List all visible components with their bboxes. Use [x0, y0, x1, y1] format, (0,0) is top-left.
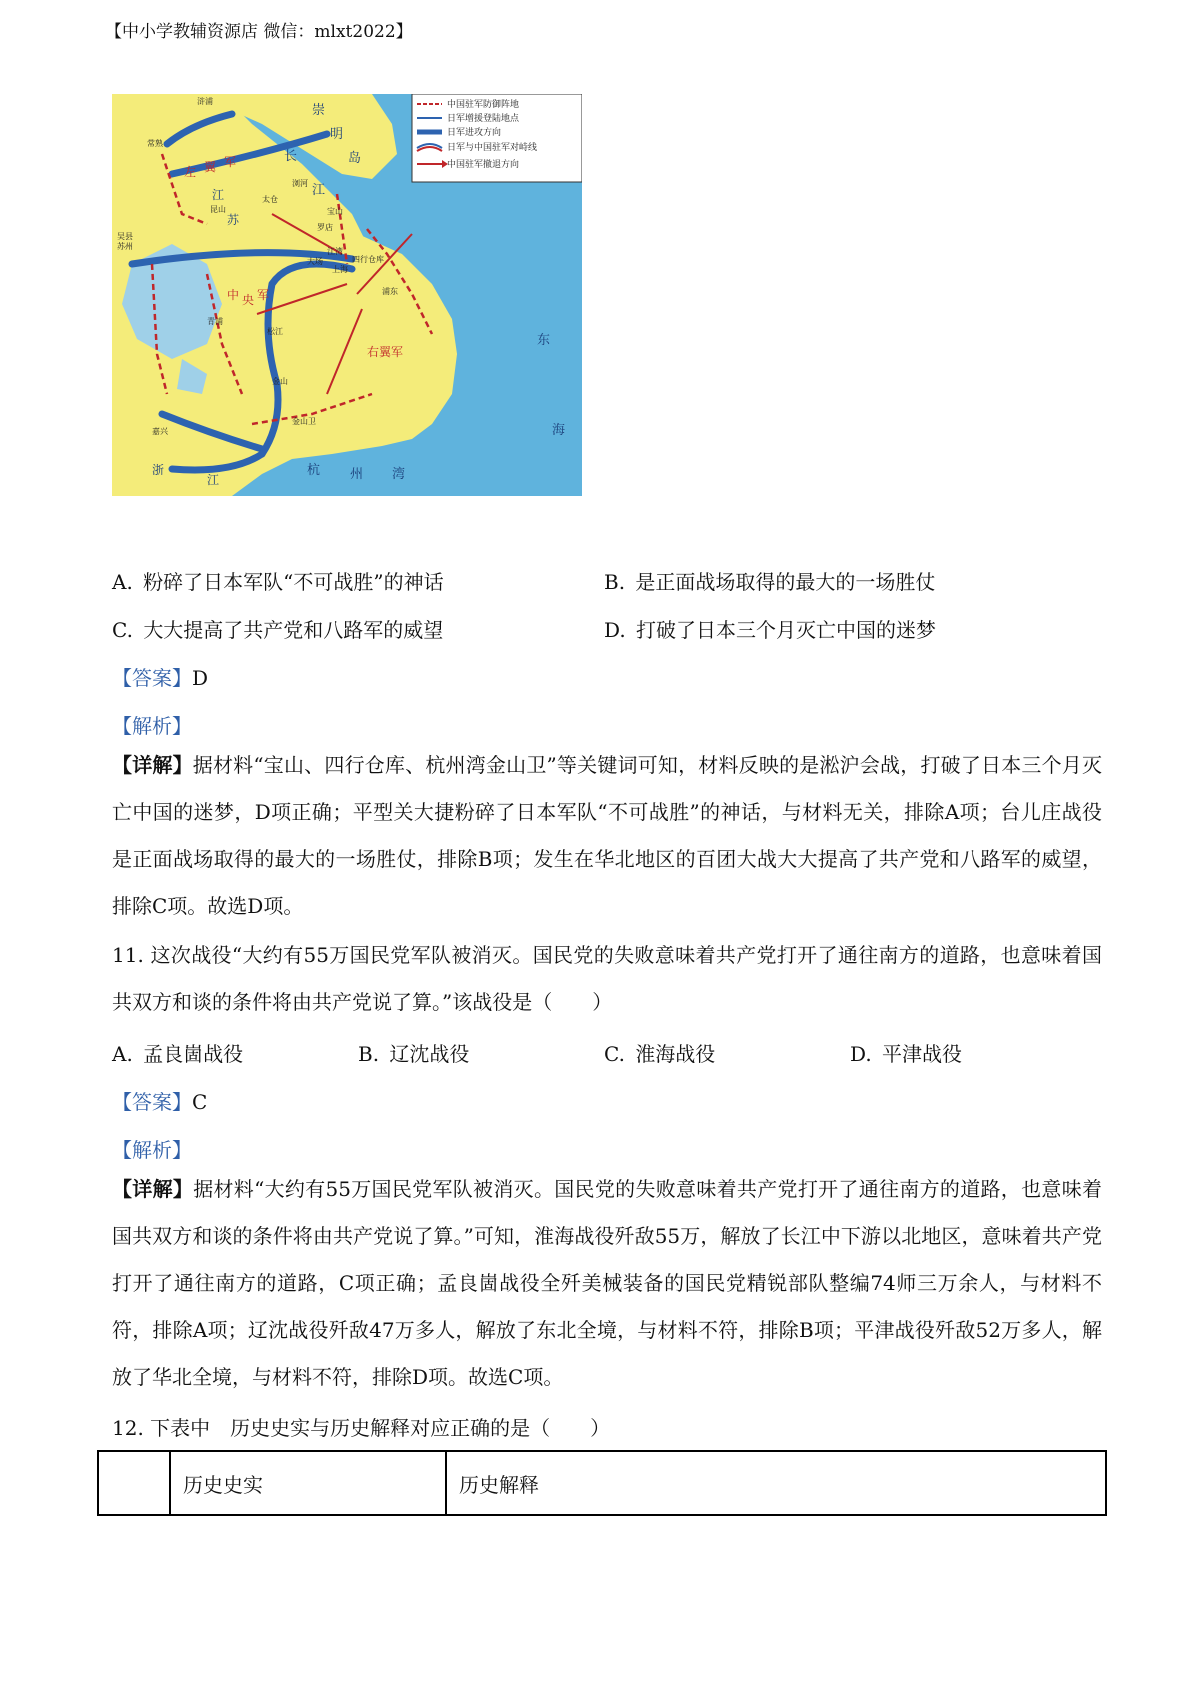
option-label: A. — [112, 570, 133, 594]
label-zhou: 州 — [350, 467, 364, 482]
battle-map — [112, 94, 582, 496]
table-header-row — [98, 1451, 1106, 1515]
option-label: A. — [112, 1042, 133, 1066]
label-jiangsu-jiang: 江 — [212, 188, 225, 202]
label-zhe-jiang: 江 — [207, 473, 220, 487]
label-chong: 崇 — [312, 103, 326, 118]
q11-stem: 11. 这次战役“大约有55万国民党军队被消灭。国民党的失败意味着共产党打开了通往南方的道路，也意味着国共双方和谈的条件将由共产党说了算。”该战役是（ ） — [112, 943, 1102, 1014]
option-text: 淮海战役 — [635, 1042, 716, 1066]
place-label: 昆山 — [210, 205, 226, 214]
place-label: 浏河 — [292, 179, 308, 188]
label-wan: 湾 — [392, 467, 406, 482]
q11-answer — [112, 1089, 207, 1115]
label-yi: 翼 — [204, 160, 217, 174]
legend-2: 日军增援登陆地点 — [447, 114, 520, 124]
label-ming: 明 — [330, 127, 344, 142]
place-label: 浒浦 — [197, 97, 213, 106]
place-label: 太仓 — [262, 195, 278, 204]
q11-option-a[interactable] — [112, 1041, 243, 1067]
legend-5: 中国驻军撤退方向 — [447, 160, 520, 170]
q11-option-d[interactable] — [850, 1041, 962, 1067]
detail-text: 据材料“宝山、四行仓库、杭州湾金山卫”等关键词可知，材料反映的是淞沪会战，打破了日本三个月灭亡中国的迷梦，D项正确；平型关大捷粉碎了日本军队“不可战胜”的神话，与材料无关，排除A项；台儿庄战役是正面战场取得的最大的一场胜仗，排除B项；发生在华北地区的百团大战大大提高了共产党和八路军的威望，排除C项。故选D项。 — [112, 753, 1102, 918]
label-jiang: 江 — [312, 183, 326, 198]
label-jun2: 军 — [257, 288, 270, 302]
table-header-cell: 历史史实 — [170, 1451, 446, 1515]
label-yang: 央 — [242, 293, 255, 307]
label-dong: 东 — [537, 333, 551, 348]
answer-value: D — [192, 666, 209, 690]
q10-answer — [112, 665, 208, 691]
place-label: 吴县 — [117, 232, 133, 241]
q10-option-c[interactable] — [112, 617, 443, 643]
label-hai: 海 — [552, 423, 566, 438]
page-header: 【中小学教辅资源店 微信：mlxt2022】 — [105, 22, 413, 42]
legend-1: 中国驻军防御阵地 — [447, 100, 520, 110]
table-header-cell: 历史解释 — [446, 1451, 1106, 1515]
label-zuo: 左 — [184, 165, 197, 179]
place-label: 大场 — [307, 257, 323, 266]
q10-detail — [112, 742, 1102, 930]
label-dao: 岛 — [348, 151, 362, 166]
place-label: 金山卫 — [292, 417, 316, 426]
q10-option-a[interactable] — [112, 569, 444, 595]
place-label: 江湾 — [327, 247, 343, 256]
answer-value: C — [192, 1090, 208, 1114]
q10-option-d[interactable] — [604, 617, 936, 643]
option-label: D. — [604, 618, 626, 642]
option-label: B. — [358, 1042, 380, 1066]
place-label: 松江 — [267, 327, 283, 336]
option-text: 打破了日本三个月灭亡中国的迷梦 — [636, 618, 937, 642]
option-label: D. — [850, 1042, 872, 1066]
label-hang: 杭 — [307, 463, 321, 478]
place-label: 嘉兴 — [152, 427, 168, 436]
q12-table — [97, 1450, 1107, 1516]
answer-tag: 【答案】 — [112, 1090, 192, 1114]
place-label: 常熟 — [147, 139, 163, 148]
option-text: 辽沈战役 — [389, 1042, 470, 1066]
answer-tag: 【答案】 — [112, 666, 192, 690]
option-label: C. — [604, 1042, 625, 1066]
detail-text: 据材料“大约有55万国民党军队被消灭。国民党的失败意味着共产党打开了通往南方的道路，也意味着国共双方和谈的条件将由共产党说了算。”可知，淮海战役歼敌55万，解放了长江中下游以北地区，意味着共产党打开了通往南方的道路，C项正确；孟良崮战役全歼美械装备的国民党精锐部队整编74师三万余人，与材料不符，排除A项；辽沈战役歼敌47万多人，解放了东北全境，与材料不符，排除B项；平津战役歼敌52万多人，解放了华北全境，与材料不符，排除D项。故选C项。 — [112, 1177, 1102, 1389]
place-label: 浦东 — [382, 287, 398, 296]
option-text: 是正面战场取得的最大的一场胜仗 — [635, 570, 936, 594]
q10-analysis-tag: 【解析】 — [112, 714, 192, 738]
table-header-cell — [98, 1451, 170, 1515]
place-label: 青浦 — [207, 317, 223, 326]
q11-detail — [112, 1166, 1102, 1401]
label-zhe: 浙 — [152, 463, 165, 477]
q12-stem: 12. 下表中 历史史实与历史解释对应正确的是（ ） — [112, 1416, 611, 1440]
label-jun: 军 — [224, 155, 237, 169]
place-label: 上海 — [332, 265, 348, 274]
legend-4: 日军与中国驻军对峙线 — [447, 143, 538, 153]
option-text: 孟良崮战役 — [143, 1042, 244, 1066]
label-jiangsu-su: 苏 — [227, 213, 240, 227]
option-label: B. — [604, 570, 626, 594]
legend-3: 日军进攻方向 — [447, 128, 502, 138]
place-label: 金山 — [272, 377, 288, 386]
option-text: 平津战役 — [882, 1042, 963, 1066]
place-label: 罗店 — [317, 223, 333, 232]
q11-option-c[interactable] — [604, 1041, 715, 1067]
q10-option-b[interactable] — [604, 569, 935, 595]
option-label: C. — [112, 618, 133, 642]
place-label: 宝山 — [327, 207, 343, 216]
place-label: 四行仓库 — [352, 255, 384, 264]
label-chang: 长 — [284, 149, 298, 164]
label-right-wing: 右翼军 — [367, 345, 404, 359]
q11-option-b[interactable] — [358, 1041, 469, 1067]
place-label: 苏州 — [117, 242, 133, 251]
detail-tag: 【详解】 — [112, 1177, 194, 1201]
label-zhong: 中 — [227, 288, 240, 302]
option-text: 大大提高了共产党和八路军的威望 — [143, 618, 444, 642]
option-text: 粉碎了日本军队“不可战胜”的神话 — [143, 570, 444, 594]
q11-analysis-tag: 【解析】 — [112, 1138, 192, 1162]
detail-tag: 【详解】 — [112, 753, 193, 777]
